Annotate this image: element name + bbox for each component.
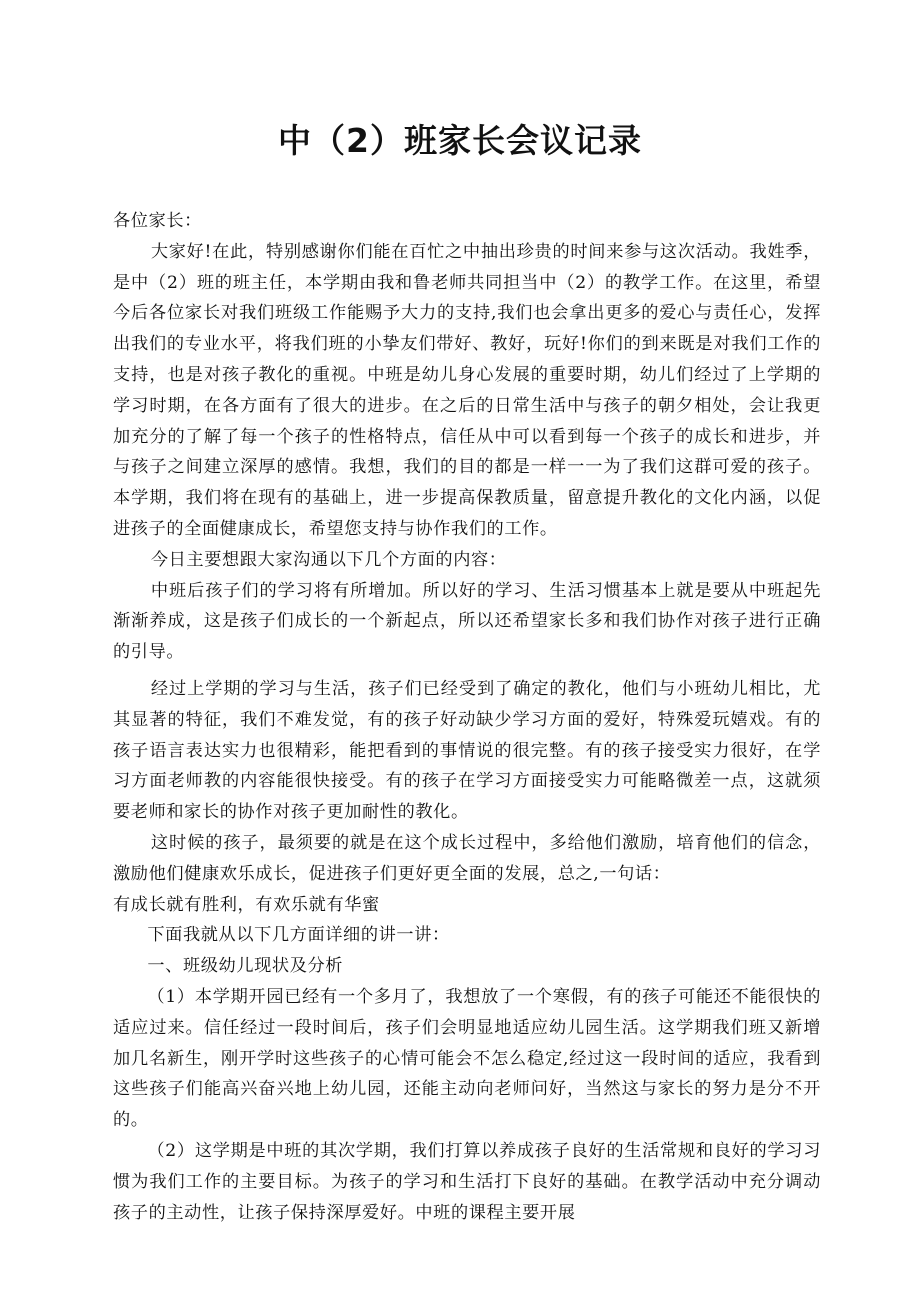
document-body (113, 206, 821, 1228)
page-title: 中（2）班家长会议记录 (278, 121, 642, 160)
section-heading: 一、班级幼儿现状及分析 (147, 956, 344, 977)
greeting: 各位家长： (113, 211, 202, 231)
paragraph-topics: 今日主要想跟大家沟通以下几个方面的内容： (150, 549, 507, 570)
paragraph-details-intro: 下面我就从以下几方面详细的讲一讲： (147, 925, 450, 946)
paragraph-habits: 中班后孩子们的学习将有所增加。所以好的学习、生活习惯基本上就是要从中班起先渐渐养成，这是孩子们成长的一个新起点，所以还希望家长多和我们协作对孩子进行正确的引导。 (113, 580, 821, 663)
paragraph-encouragement: 这时候的孩子，最须要的就是在这个成长过程中，多给他们激励，培育他们的信念，激励他们健康欢乐成长，促进孩子们更好更全面的发展，总之,一句话： (113, 832, 821, 884)
paragraph-characteristics: 经过上学期的学习与生活，孩子们已经受到了确定的教化，他们与小班幼儿相比，尤其显著的特征，我们不难发觉，有的孩子好动缺少学习方面的爱好，特殊爱玩嬉戏。有的孩子语言表达实力也很精彩，能把看到的事情说的很完整。有的孩子接受实力很好，在学习方面老师教的内容能很快接受。有的孩子在学习方面接受实力可能略微差一点，这就须要老师和家长的协作对孩子更加耐性的教化。 (113, 678, 821, 823)
paragraph-intro: 大家好!在此，特别感谢你们能在百忙之中抽出珍贵的时间来参与这次活动。我姓季，是中（2）班的班主任，本学期由我和鲁老师共同担当中（2）的教学工作。在这里，希望今后各位家长对我们班级工作能赐予大力的支持,我们也会拿出更多的爱心与责任心，发挥出我们的专业水平，将我们班的小挚友们带好、教好，玩好!你们的到来既是对我们工作的支持，也是对孩子教化的重视。中班是幼儿身心发展的重要时期，幼儿们经过了上学期的学习时期，在各方面有了很大的进步。在之后的日常生活中与孩子的朝夕相处，会让我更加充分的了解了每一个孩子的性格特点，信任从中可以看到每一个孩子的成长和进步，并与孩子之间建立深厚的感情。我想，我们的目的都是一样一一为了我们这群可爱的孩子。本学期，我们将在现有的基础上，进一步提高保教质量，留意提升教化的文化内涵，以促进孩子的全面健康成长，希望您支持与协作我们的工作。 (113, 241, 821, 539)
paragraph-item-1: （1）本学期开园已经有一个多月了，我想放了一个寒假，有的孩子可能还不能很快的适应过来。信任经过一段时间后，孩子们会明显地适应幼儿园生活。这学期我们班又新增加几名新生，刚开学时这些孩子的心情可能会不怎么稳定,经过这一段时间的适应，我看到这些孩子们能高兴奋兴地上幼儿园，还能主动向老师问好，当然这与家长的努力是分不开的。 (113, 986, 821, 1131)
paragraph-item-2: （2）这学期是中班的其次学期，我们打算以养成孩子良好的生活常规和良好的学习习惯为我们工作的主要目标。为孩子的学习和生活打下良好的基础。在教学活动中充分调动孩子的主动性，让孩子保持深厚爱好。中班的课程主要开展 (113, 1140, 821, 1223)
paragraph-motto: 有成长就有胜利，有欢乐就有华蜜 (113, 894, 380, 915)
